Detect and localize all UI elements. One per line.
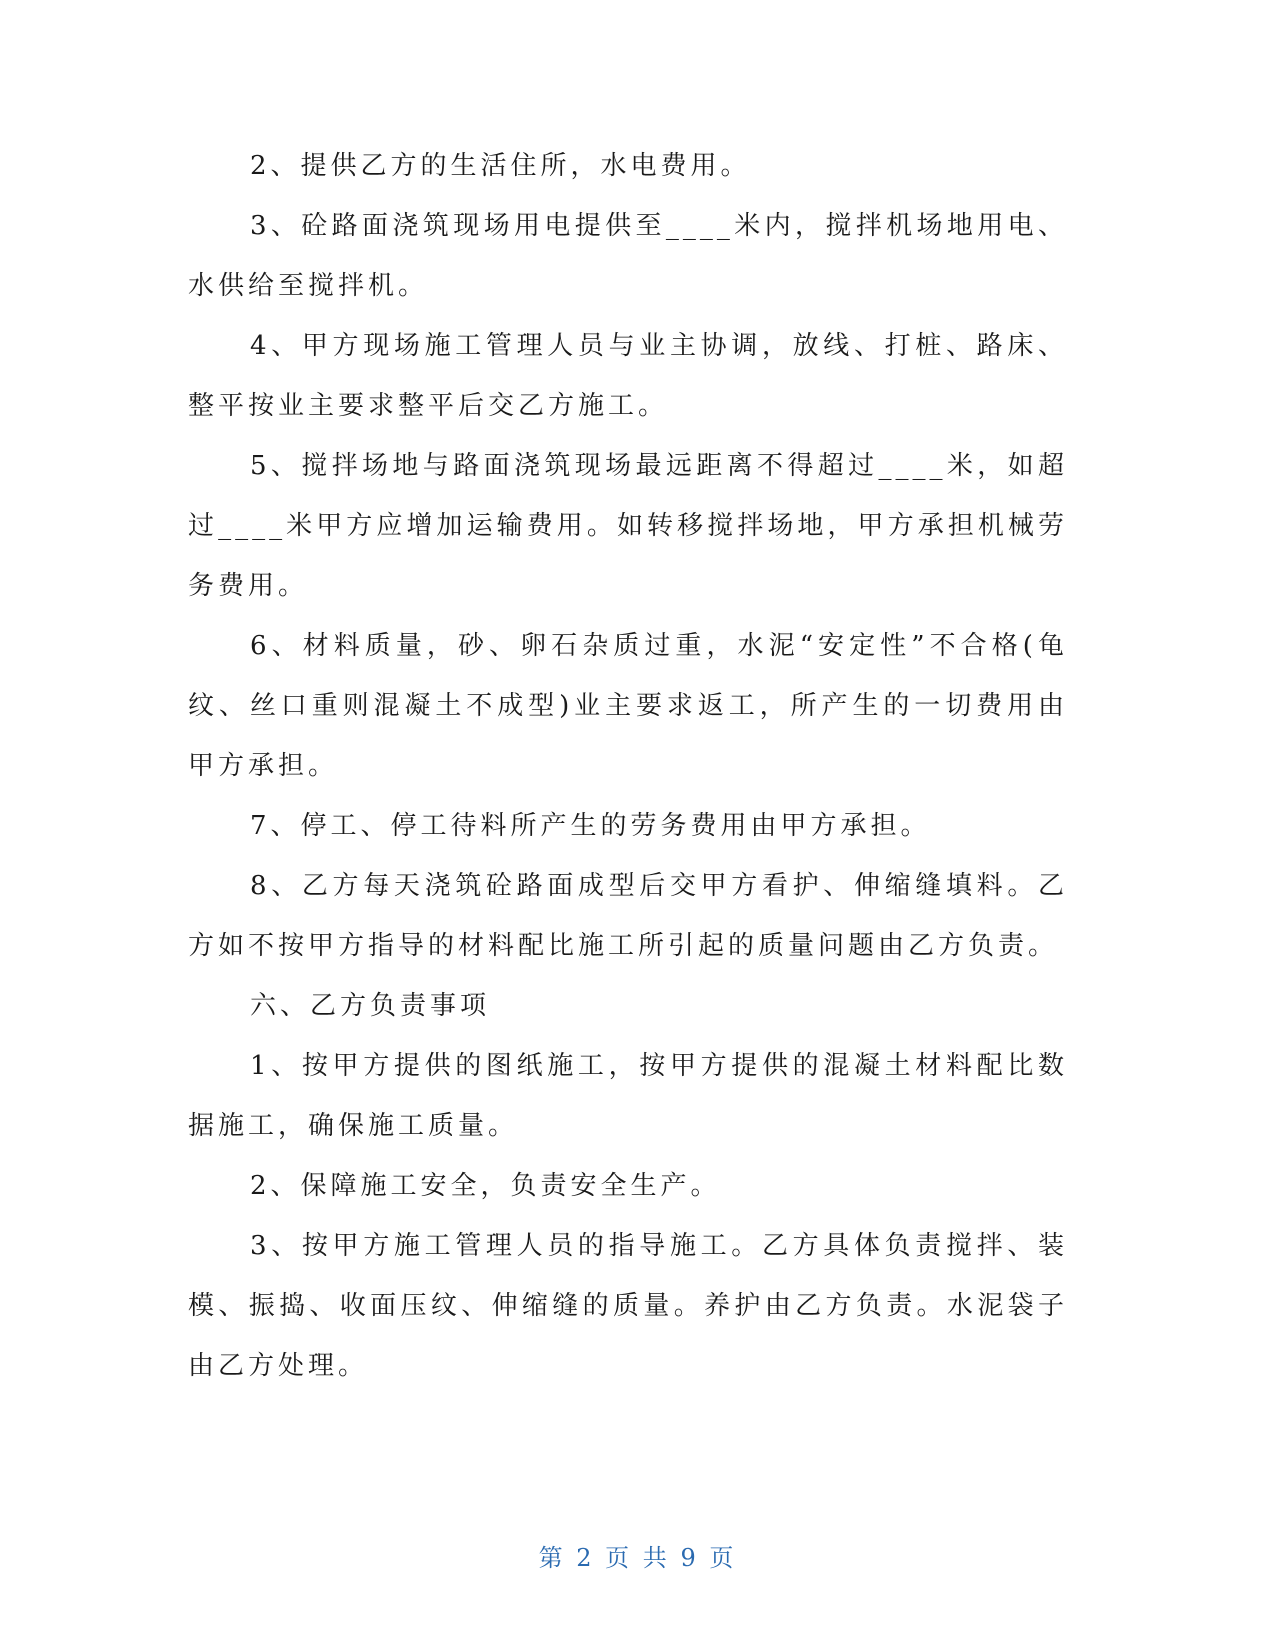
paragraph-material-quality: 6、材料质量，砂、卵石杂质过重，水泥“安定性”不合格(龟纹、丝口重则混凝土不成型)业主要求返工，所产生的一切费用由甲方承担。 [188, 631, 1068, 781]
paragraph-site-coordination: 4、甲方现场施工管理人员与业主协调，放线、打桩、路床、整平按业主要求整平后交乙方施工。 [188, 331, 1068, 421]
paragraph-work-stoppage: 7、停工、停工待料所产生的劳务费用由甲方承担。 [250, 811, 931, 841]
section-heading-party-b: 六、乙方负责事项 [250, 991, 491, 1021]
paragraph-water-electric: 2、提供乙方的生活住所，水电费用。 [250, 151, 751, 181]
paragraph-guidance: 3、按甲方施工管理人员的指导施工。乙方具体负责搅拌、装模、振捣、收面压纹、伸缩缝的质量。养护由乙方负责。水泥袋子由乙方处理。 [188, 1231, 1068, 1381]
paragraph-power-supply: 3、砼路面浇筑现场用电提供至____米内，搅拌机场地用电、水供给至搅拌机。 [188, 211, 1068, 301]
page-number: 第 2 页 共 9 页 [538, 1544, 737, 1572]
paragraph-construction-drawings: 1、按甲方提供的图纸施工，按甲方提供的混凝土材料配比数据施工，确保施工质量。 [188, 1051, 1068, 1141]
paragraph-daily-pouring: 8、乙方每天浇筑砼路面成型后交甲方看护、伸缩缝填料。乙方如不按甲方指导的材料配比施工所引起的质量问题由乙方负责。 [188, 871, 1068, 961]
document-body [188, 136, 1068, 1396]
paragraph-safety: 2、保障施工安全，负责安全生产。 [250, 1171, 721, 1201]
paragraph-mixing-distance: 5、搅拌场地与路面浇筑现场最远距离不得超过____米，如超过____米甲方应增加运输费用。如转移搅拌场地，甲方承担机械劳务费用。 [188, 451, 1068, 601]
